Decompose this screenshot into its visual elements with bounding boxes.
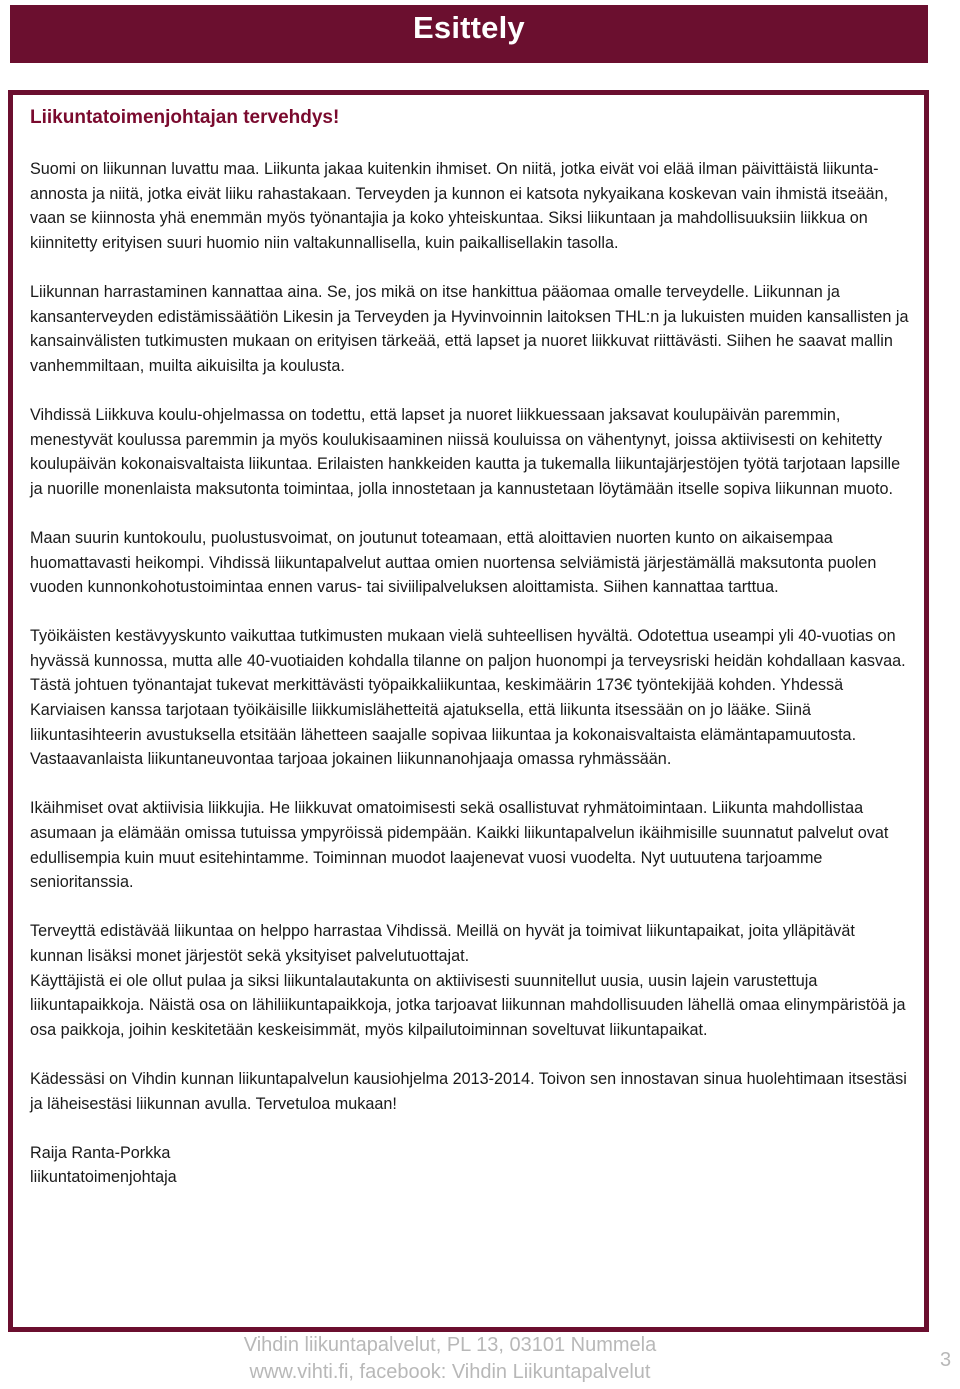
page-title: Esittely xyxy=(413,10,525,45)
paragraph: Käyttäjistä ei ole ollut pulaa ja siksi liikuntalautakunta on aktiivisesti suunnitellut uusia, uusin lajein varustettuja liikuntapaikkoja. Näistä osa on lähiliikuntapaikkoja, jotka tarjoavat liikunnan mahdollisuuden lähellä omaa elinympäristöä ja osa paikkoja, joihin keskitetään keskeisimmät, myös kilpailutoiminnan soveltuvat liikuntapaikat. xyxy=(30,971,906,1039)
body-text xyxy=(30,157,910,1190)
paragraph: Ikäihmiset ovat aktiivisia liikkujia. He liikkuvat omatoimisesti sekä osallistuvat ryhmätoimintaan. Liikunta mahdollistaa asumaan ja elämään omissa tutuissa ympyröissä pidempään. Kaikki liikuntapalvelun ikäihmisille suunnatut palvelut ovat edullisempia kuin muut esitehintamme. Toiminnan muodot laajenevat vuosi vuodelta. Nyt uutuutena tarjoamme senioritanssia. xyxy=(30,799,889,892)
signature-role: liikuntatoimenjohtaja xyxy=(30,1168,177,1187)
paragraph: Työikäisten kestävyyskunto vaikuttaa tutkimusten mukaan vielä suhteellisen hyvältä. Odotettua useampi yli 40-vuotias on hyvässä kunnossa, mutta alle 40-vuotiaiden kohdalla tilanne on paljon huonompi ja terveysriski heidän kohdallaan kasvaa. Tästä johtuen työnantajat tukevat merkittävästi työpaikkaliikuntaa, keskimäärin 173€ työntekijää kohden. Yhdessä Karviaisen kanssa tarjotaan työikäisille liikkumislähetteitä ajatuksella, että liikunta itsessään on jo lääke. Siinä liikuntasihteerin avustuksella etsitään lähetteen saajalle sopivaa liikuntaa ja kokonaisvaltaista elämäntapamuutosta. Vastaavanlaista liikuntaneuvontaa tarjoaa jokainen liikunnanohjaaja omassa ryhmässään. xyxy=(30,627,906,769)
signature-name: Raija Ranta-Porkka xyxy=(30,1143,171,1162)
content-box xyxy=(8,90,929,1332)
paragraph: Vihdissä Liikkuva koulu-ohjelmassa on todettu, että lapset ja nuoret liikkuessaan jaksavat koulupäivän paremmin, menestyvät koulussa paremmin ja myös koulukisaaminen niissä kouluissa on vähentynyt, joissa aktiivisesti on kehitetty koulupäivän kokonaisvaltaista liikuntaa. Erilaisten hankkeiden kautta ja tukemalla liikuntajärjestöjen työtä tarjotaan lapsille ja nuorille monenlaista maksutonta toimintaa, jolla innostetaan ja kannustetaan löytämään itselle sopiva liikunnan muoto. xyxy=(30,405,901,498)
paragraph: Maan suurin kuntokoulu, puolustusvoimat, on joutunut toteamaan, että aloittavien nuorten kunto on aikaisempaa huomattavasti heikompi. Vihdissä liikuntapalvelut auttaa omien nuortensa selviämistä järjestämällä maksutonta puolen vuoden kunnonkohotustoimintaa ennen varus- tai siviilipalveluksen aloittamista. Siihen kannattaa tarttua. xyxy=(30,528,877,597)
paragraph: Terveyttä edistävää liikuntaa on helppo harrastaa Vihdissä. Meillä on hyvät ja toimivat liikuntapaikat, joita ylläpitävät kunnan lisäksi monet järjestöt sekä yksityiset palvelutuottajat. xyxy=(30,922,855,965)
footer-web: www.vihti.fi, facebook: Vihdin Liikuntapalvelut xyxy=(249,1361,651,1383)
footer xyxy=(180,1332,720,1386)
paragraph: Kädessäsi on Vihdin kunnan liikuntapalvelun kausiohjelma 2013-2014. Toivon sen innostavan sinua huolehtimaan itsestäsi ja läheisestäsi liikunnan avulla. Tervetuloa mukaan! xyxy=(30,1069,907,1113)
signature xyxy=(30,1141,910,1190)
paragraph: Liikunnan harrastaminen kannattaa aina. Se, jos mikä on itse hankittua pääomaa omalle terveydelle. Liikunnan ja kansanterveyden edistämissäätiön Likesin ja Terveyden ja Hyvinvoinnin laitoksen THL:n ja lukuisten muiden kansallisten ja kansainvälisten tutkimusten mukaan on erityisen tärkeää, että lapset ja nuoret liikkuvat riittävästi. Siihen he saavat mallin vanhemmiltaan, muilta aikuisilta ja koulusta. xyxy=(30,282,909,375)
paragraph: Suomi on liikunnan luvattu maa. Liikunta jakaa kuitenkin ihmiset. On niitä, jotka eivät voi elää ilman päivittäistä liikunta-annosta ja niitä, jotka eivät liiku rahastakaan. Terveyden ja kunnon ei katsota nykyaikana koskevan vain ihmistä itseään, vaan se kiinnosta yhä enemmän myös työnantajia ja koko yhteiskuntaa. Siksi liikuntaan ja mahdollisuuksiin liikkua on kiinnitetty erityisen suuri huomio niin valtakunnallisella, kuin paikallisellakin tasolla. xyxy=(30,160,889,252)
page-number: 3 xyxy=(940,1349,952,1371)
greeting-heading: Liikuntatoimenjohtajan tervehdys! xyxy=(30,107,340,128)
footer-address: Vihdin liikuntapalvelut, PL 13, 03101 Nummela xyxy=(243,1334,657,1356)
